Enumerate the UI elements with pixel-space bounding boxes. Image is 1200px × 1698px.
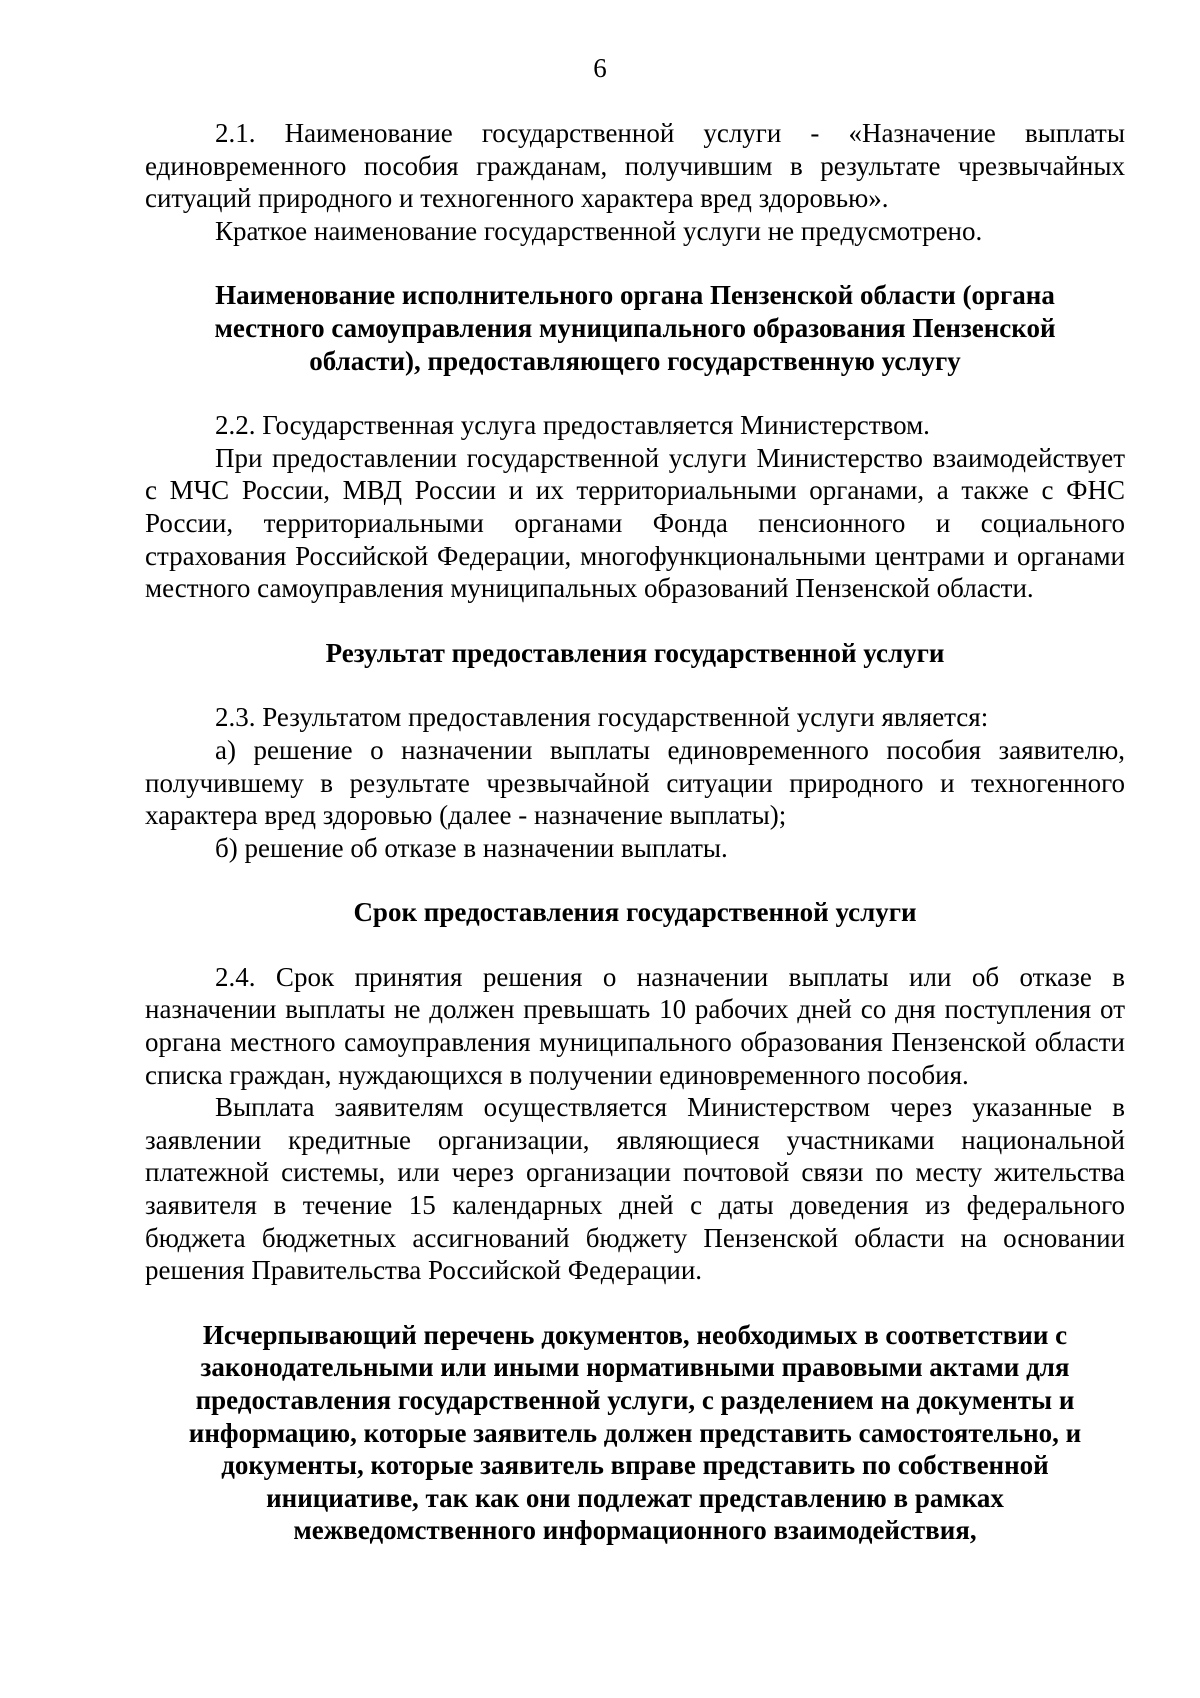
paragraph-2-3: 2.3. Результатом предоставления государственной услуги является:: [215, 702, 989, 733]
heading-documents-list: Исчерпывающий перечень документов, необходимых в соответствии с законодательными или иными нормативными правовыми актами для предоставления государственной услуги, с разделением на документы и информацию, которые заявитель должен представить самостоятельно, и документы, которые заявитель вправе представить по собственной инициативе, так как они подлежат представлению в рамках межведомственного информационного взаимодействия,: [188, 1319, 1082, 1546]
paragraph-2-1-short-name: Краткое наименование государственной услуги не предусмотрено.: [215, 215, 983, 246]
document-body: [145, 117, 1125, 1547]
paragraph-2-2-interaction: При предоставлении государственной услуги Министерство взаимодействует с МЧС России, МВД России и их территориальными органами, а также с ФНС России, территориальными органами Фонда пенсионного и социального страхования Российской Федерации, многофункциональными центрами и органами местного самоуправления муниципальных образований Пензенской области.: [145, 442, 1125, 604]
heading-term: Срок предоставления государственной услуги: [353, 897, 917, 928]
heading-executive-body: Наименование исполнительного органа Пензенской области (органа местного самоуправления муниципального образования Пензенской области), предоставляющего государственную услугу: [214, 280, 1056, 376]
paragraph-2-4-payment: Выплата заявителям осуществляется Министерством через указанные в заявлении кредитные организации, являющиеся участниками национальной платежной системы, или через организации почтовой связи по месту жительства заявителя в течение 15 календарных дней с даты доведения из федерального бюджета бюджетных ассигнований бюджету Пензенской области на основании решения Правительства Российской Федерации.: [145, 1092, 1125, 1286]
paragraph-2-4: 2.4. Срок принятия решения о назначении выплаты или об отказе в назначении выплаты не должен превышать 10 рабочих дней со дня поступления от органа местного самоуправления муниципального образования Пензенской области списка граждан, нуждающихся в получении единовременного пособия.: [145, 961, 1125, 1090]
paragraph-2-3-a: а) решение о назначении выплаты единовременного пособия заявителю, получившему в результате чрезвычайной ситуации природного и техногенного характера вред здоровью (далее - назначение выплаты);: [145, 734, 1125, 831]
paragraph-2-3-b: б) решение об отказе в назначении выплаты.: [215, 832, 728, 863]
paragraph-2-2: 2.2. Государственная услуга предоставляется Министерством.: [215, 410, 930, 441]
paragraph-2-1: 2.1. Наименование государственной услуги - «Назначение выплаты единовременного пособия гражданам, получившим в результате чрезвычайных ситуаций природного и техногенного характера вред здоровью».: [145, 118, 1125, 214]
page-number: 6: [593, 53, 607, 83]
heading-result: Результат предоставления государственной услуги: [325, 637, 945, 668]
